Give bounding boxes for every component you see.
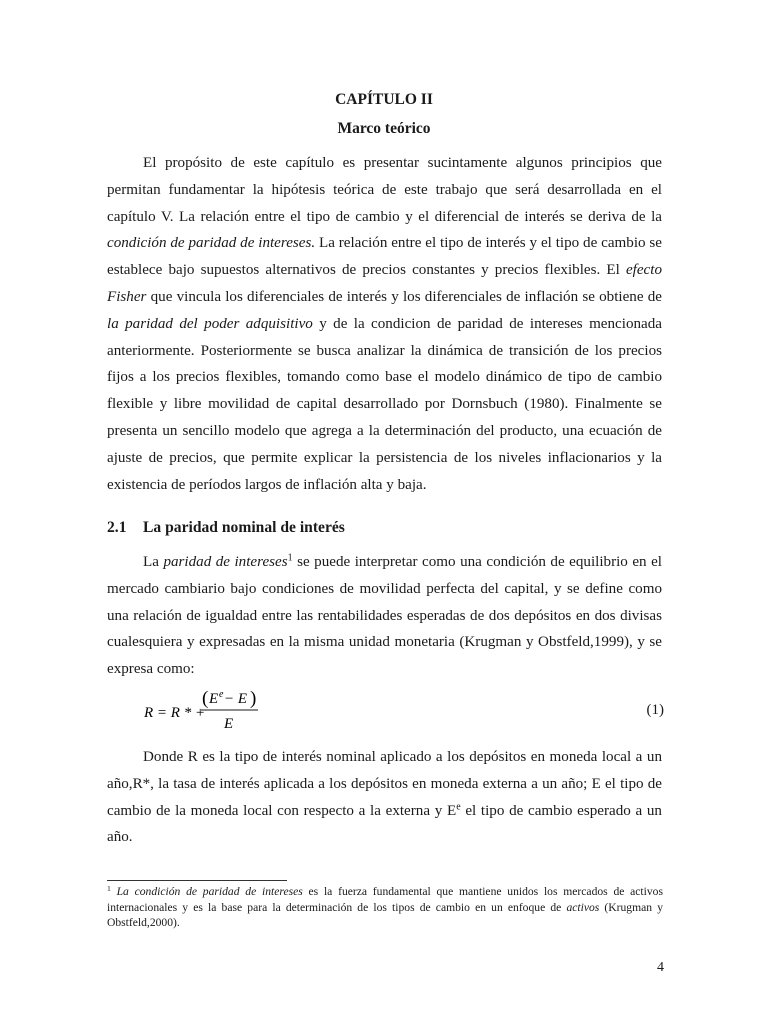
equation-numerator-sup: e: [219, 689, 224, 700]
chapter-label: CAPÍTULO II: [335, 91, 433, 108]
section-p2-text-2: el tipo de cambio esperado a un año.: [107, 802, 662, 846]
intro-italic-2: efecto Fisher: [107, 262, 662, 305]
footnote-reference[interactable]: 1: [287, 552, 293, 564]
page-number: 4: [657, 960, 664, 975]
footnote-italic-1: La condición de paridad de intereses: [116, 885, 303, 898]
intro-italic-1: condición de paridad de intereses.: [107, 235, 316, 252]
equation-open-paren: (: [202, 688, 209, 709]
equation-numerator-e: E: [209, 691, 219, 707]
equation-denominator: E: [224, 716, 234, 732]
footnote: [107, 884, 663, 931]
footnote-text-1: es la fuerza fundamental que mantiene unidos los mercados de activos internacionales y es la base para la determinación de los tipos de cambio en un enfoque de: [107, 885, 663, 914]
equation-lhs: R = R * +: [144, 705, 206, 721]
section-heading: [107, 517, 345, 539]
intro-text-2: La relación entre el tipo de interés y el tipo de cambio se establece bajo supuestos alternativos de precios constantes y precios flexibles. El: [107, 235, 662, 279]
chapter-title: Marco teórico: [337, 120, 431, 137]
equation-number: (1): [646, 702, 664, 718]
footnote-separator: [107, 880, 287, 881]
footnote-italic-2: activos: [566, 900, 600, 914]
equation-close-paren: ): [250, 688, 257, 709]
equation-numerator-rest: − E: [224, 691, 248, 707]
section-p1-text-2: se puede interpretar como una condición de equilibrio en el mercado cambiario bajo condiciones de movilidad perfecta del capital, y se define como una relación de igualdad entre las rentabilidades esperadas de dos depósitos en dos divisas cualesquiera y expresadas en la misma unidad monetaria (Krugman y Obstfeld,1999), y se expresa como:: [107, 554, 662, 678]
section-p2-text-1: Donde R es la tipo de interés nominal aplicado a los depósitos en moneda local a un año,R*, la tasa de interés aplicada a los depósitos en moneda externa a un año; E el tipo de cambio de la moneda local con respecto a la externa y E: [107, 749, 662, 819]
superscript-e: e: [456, 801, 461, 813]
section-paragraph-2: [107, 744, 662, 851]
intro-text-3: que vincula los diferenciales de interés y los diferenciales de inflación se obtiene de: [146, 288, 662, 305]
footnote-marker: 1: [107, 883, 111, 893]
section-p1-text-1: La: [143, 554, 164, 570]
intro-text-4: y de la condicion de paridad de intereses mencionada anteriormente. Posteriormente se busca analizar la dinámica de transición de los precios fijos a los precios flexibles, tomando como base el modelo dinámico de tipo de cambio flexible y libre movilidad de capital desarrollado por Dornsbuch (1980). Finalmente se presenta un sencillo modelo que agrega a la determinación del producto, una ecuación de ajuste de precios, que permite explicar la persistencia de los niveles inflacionarios y la existencia de períodos largos de inflación alta y baja.: [107, 315, 662, 493]
section-number: 2.1: [107, 519, 127, 536]
section-p1-italic-1: paridad de intereses: [163, 554, 288, 570]
footnote-text-2: (Krugman y Obstfeld,2000).: [107, 900, 663, 929]
intro-paragraph: [107, 150, 662, 498]
section-paragraph-2-block: [107, 744, 662, 851]
intro-paragraph-block: [107, 150, 662, 498]
intro-italic-3: la paridad del poder adquisitivo: [107, 315, 313, 332]
section-paragraph-1: [107, 549, 662, 683]
equation-1: [144, 686, 664, 732]
section-paragraph-1-block: [107, 549, 662, 683]
equation-formula: [144, 686, 344, 732]
intro-text-1: El propósito de este capítulo es presentar sucintamente algunos principios que permitan fundamentar la hipótesis teórica de este trabajo que será desarrollada en el capítulo V. La relación entre el tipo de cambio y el diferencial de interés se deriva de la: [107, 155, 662, 225]
section-title: La paridad nominal de interés: [143, 519, 345, 536]
